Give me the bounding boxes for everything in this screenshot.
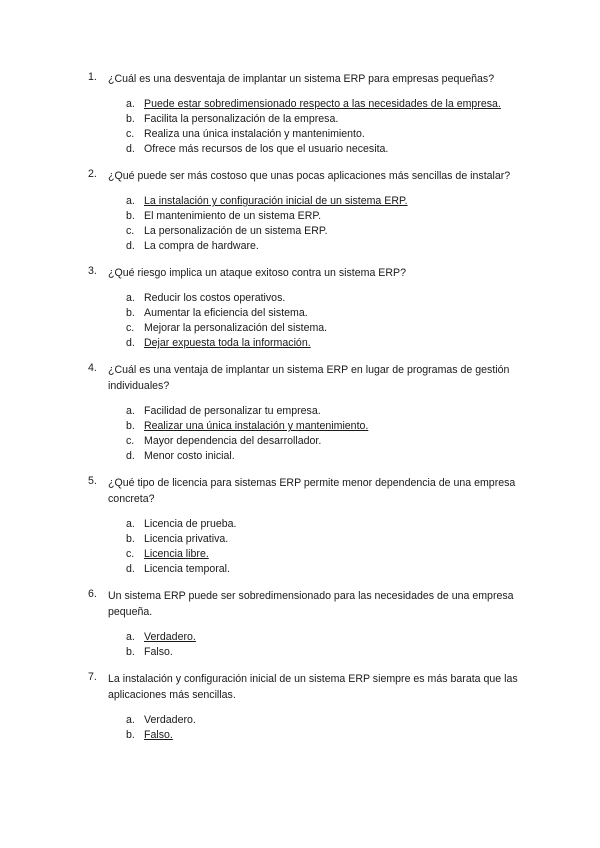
answer-option-correct	[126, 547, 528, 562]
question-item	[88, 475, 528, 577]
option-text: Mejorar la personalización del sistema.	[144, 322, 328, 334]
question-number: 6.	[88, 588, 97, 600]
option-text: El mantenimiento de un sistema ERP.	[144, 210, 322, 222]
option-letter: c.	[126, 435, 135, 447]
option-text: Facilidad de personalizar tu empresa.	[144, 405, 321, 417]
option-letter: d.	[126, 143, 135, 155]
question-item	[88, 265, 528, 351]
option-letter: d.	[126, 563, 135, 575]
option-text: Puede estar sobredimensionado respecto a las necesidades de la empresa.	[144, 98, 501, 110]
option-letter: b.	[126, 307, 135, 319]
option-text: La instalación y configuración inicial de un sistema ERP.	[144, 195, 408, 207]
option-text: Falso.	[144, 646, 173, 658]
option-letter: a.	[126, 405, 135, 417]
answer-option	[126, 224, 528, 239]
option-text: Ofrece más recursos de los que el usuario necesita.	[144, 143, 389, 155]
answer-options	[108, 97, 528, 157]
option-text: La personalización de un sistema ERP.	[144, 225, 328, 237]
answer-options	[108, 194, 528, 254]
option-text: Licencia temporal.	[144, 563, 230, 575]
answer-option-correct	[126, 419, 528, 434]
question-text: La instalación y configuración inicial de un sistema ERP siempre es más barata que las aplicaciones más sencillas.	[108, 673, 518, 701]
option-text: Licencia de prueba.	[144, 518, 237, 530]
question-number: 1.	[88, 71, 97, 83]
option-letter: c.	[126, 322, 135, 334]
option-letter: a.	[126, 714, 135, 726]
option-letter: b.	[126, 210, 135, 222]
option-letter: b.	[126, 533, 135, 545]
answer-option	[126, 645, 528, 660]
answer-option-correct	[126, 630, 528, 645]
option-text: Verdadero.	[144, 714, 196, 726]
option-letter: a.	[126, 631, 135, 643]
question-number: 3.	[88, 265, 97, 277]
option-text: La compra de hardware.	[144, 240, 259, 252]
answer-option-correct	[126, 728, 528, 743]
answer-option	[126, 434, 528, 449]
answer-options	[108, 404, 528, 464]
question-text: Un sistema ERP puede ser sobredimensionado para las necesidades de una empresa pequeña.	[108, 590, 514, 618]
option-text: Mayor dependencia del desarrollador.	[144, 435, 322, 447]
option-letter: d.	[126, 450, 135, 462]
option-text: Dejar expuesta toda la información.	[144, 337, 311, 349]
option-letter: c.	[126, 548, 135, 560]
answer-option	[126, 209, 528, 224]
question-text: ¿Qué riesgo implica un ataque exitoso contra un sistema ERP?	[108, 267, 406, 279]
answer-option	[126, 321, 528, 336]
answer-options	[108, 630, 528, 660]
option-text: Realiza una única instalación y mantenimiento.	[144, 128, 365, 140]
question-item	[88, 71, 528, 157]
answer-option	[126, 713, 528, 728]
question-text: ¿Qué puede ser más costoso que unas pocas aplicaciones más sencillas de instalar?	[108, 170, 511, 182]
answer-option	[126, 127, 528, 142]
option-letter: b.	[126, 729, 135, 741]
option-letter: d.	[126, 240, 135, 252]
option-letter: c.	[126, 225, 135, 237]
answer-option	[126, 562, 528, 577]
option-letter: a.	[126, 195, 135, 207]
answer-option	[126, 404, 528, 419]
question-text: ¿Cuál es una ventaja de implantar un sistema ERP en lugar de programas de gestión individuales?	[108, 364, 510, 392]
answer-options	[108, 291, 528, 351]
answer-option-correct	[126, 194, 528, 209]
answer-option-correct	[126, 336, 528, 351]
answer-option	[126, 517, 528, 532]
option-letter: c.	[126, 128, 135, 140]
option-letter: a.	[126, 98, 135, 110]
answer-option	[126, 532, 528, 547]
question-item	[88, 168, 528, 254]
option-text: Verdadero.	[144, 631, 196, 643]
question-text: ¿Cuál es una desventaja de implantar un sistema ERP para empresas pequeñas?	[108, 73, 495, 85]
option-letter: b.	[126, 646, 135, 658]
option-letter: b.	[126, 113, 135, 125]
question-text: ¿Qué tipo de licencia para sistemas ERP permite menor dependencia de una empresa concreta?	[108, 477, 516, 505]
option-text: Falso.	[144, 729, 173, 741]
answer-option	[126, 142, 528, 157]
answer-option	[126, 306, 528, 321]
option-text: Facilita la personalización de la empresa.	[144, 113, 339, 125]
answer-option	[126, 449, 528, 464]
answer-option-correct	[126, 97, 528, 112]
answer-options	[108, 517, 528, 577]
option-letter: b.	[126, 420, 135, 432]
option-text: Licencia libre.	[144, 548, 209, 560]
answer-options	[108, 713, 528, 743]
option-letter: a.	[126, 518, 135, 530]
question-item	[88, 362, 528, 464]
question-number: 4.	[88, 362, 97, 374]
answer-option	[126, 291, 528, 306]
option-text: Realizar una única instalación y mantenimiento.	[144, 420, 369, 432]
question-item	[88, 671, 528, 743]
option-text: Aumentar la eficiencia del sistema.	[144, 307, 308, 319]
question-number: 7.	[88, 671, 97, 683]
option-text: Licencia privativa.	[144, 533, 229, 545]
option-text: Reducir los costos operativos.	[144, 292, 286, 304]
question-item	[88, 588, 528, 660]
option-letter: d.	[126, 337, 135, 349]
question-number: 2.	[88, 168, 97, 180]
option-text: Menor costo inicial.	[144, 450, 235, 462]
question-list	[88, 71, 528, 754]
option-letter: a.	[126, 292, 135, 304]
question-number: 5.	[88, 475, 97, 487]
answer-option	[126, 112, 528, 127]
answer-option	[126, 239, 528, 254]
